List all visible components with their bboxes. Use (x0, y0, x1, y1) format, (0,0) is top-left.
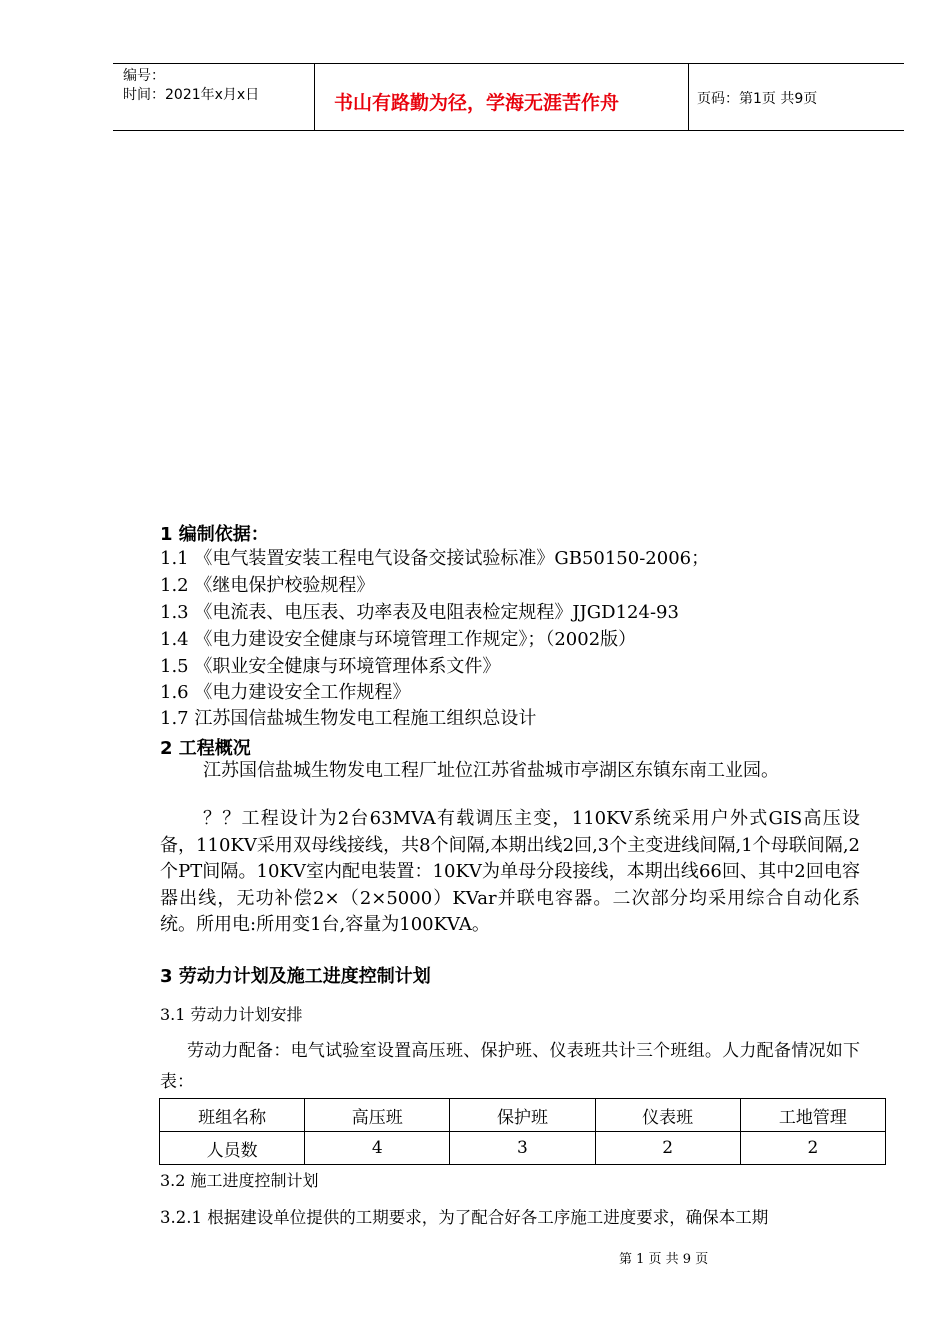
header-top-rule (113, 63, 904, 64)
reference-item: 1.2 《继电保护校验规程》 (160, 575, 375, 596)
table-row (160, 1132, 886, 1165)
labor-paragraph: 劳动力配备：电气试验室设置高压班、保护班、仪表班共计三个班组。人力配备情况如下表： (160, 1041, 860, 1092)
project-design-paragraph: ？？工程设计为2台63MVA有载调压主变，110KV系统采用户外式GIS高压设备，110KV采用双母线接线，共8个间隔,本期出线2回,3个主变进线间隔,1个母联间隔,2个PT间隔。10KV室内配电装置：10KV为单母分段接线，本期出线66回、其中2回电容器出线，无功补偿2×（2×5000）KVar并联电容器。二次部分均采用综合自动化系统。所用电:所用变1台,容量为100KVA。 (160, 808, 860, 935)
table-cell: 人员数 (160, 1132, 305, 1165)
table-header-row (160, 1099, 886, 1132)
table-header-cell: 班组名称 (160, 1099, 305, 1132)
table-header-cell: 保护班 (450, 1099, 595, 1132)
document-number-label: 编号： (123, 68, 165, 84)
section2-title: 2 工程概况 (160, 738, 251, 759)
table-header-cell: 工地管理 (740, 1099, 885, 1132)
reference-item: 1.7 江苏国信盐城生物发电工程施工组织总设计 (160, 708, 537, 729)
table-cell: 3 (450, 1132, 595, 1165)
subsection-3-2-1-text: 3.2.1 根据建设单位提供的工期要求，为了配合好各工序施工进度要求，确保本工期 (160, 1208, 769, 1227)
page-footer: 第 1 页 共 9 页 (619, 1252, 709, 1267)
table-cell: 4 (305, 1132, 450, 1165)
subsection-3-1-title: 3.1 劳动力计划安排 (160, 1005, 303, 1024)
subsection-3-2-title: 3.2 施工进度控制计划 (160, 1171, 319, 1190)
table-header-cell: 高压班 (305, 1099, 450, 1132)
header-divider-left (314, 63, 315, 131)
header-bottom-rule (113, 130, 904, 131)
section3-title: 3 劳动力计划及施工进度控制计划 (160, 966, 431, 987)
reference-item: 1.5 《职业安全健康与环境管理体系文件》 (160, 656, 501, 677)
header-motto: 书山有路勤为径，学海无涯苦作舟 (334, 92, 620, 114)
header-page-number: 页码：第1页 共9页 (697, 91, 818, 107)
table-cell: 2 (595, 1132, 740, 1165)
table-cell: 2 (740, 1132, 885, 1165)
project-location-paragraph: 江苏国信盐城生物发电工程厂址位江苏省盐城市亭湖区东镇东南工业园。 (203, 760, 779, 781)
section1-title: 1 编制依据： (160, 524, 269, 545)
document-date: 时间：2021年x月x日 (123, 87, 260, 103)
reference-item: 1.3 《电流表、电压表、功率表及电阻表检定规程》JJGD124-93 (160, 602, 679, 623)
reference-item: 1.6 《电力建设安全工作规程》 (160, 682, 411, 703)
staffing-table (159, 1098, 886, 1165)
header-divider-right (688, 63, 689, 131)
reference-item: 1.1 《电气装置安装工程电气设备交接试验标准》GB50150-2006； (160, 548, 710, 569)
table-header-cell: 仪表班 (595, 1099, 740, 1132)
reference-item: 1.4 《电力建设安全健康与环境管理工作规定》；（2002版） (160, 629, 637, 650)
